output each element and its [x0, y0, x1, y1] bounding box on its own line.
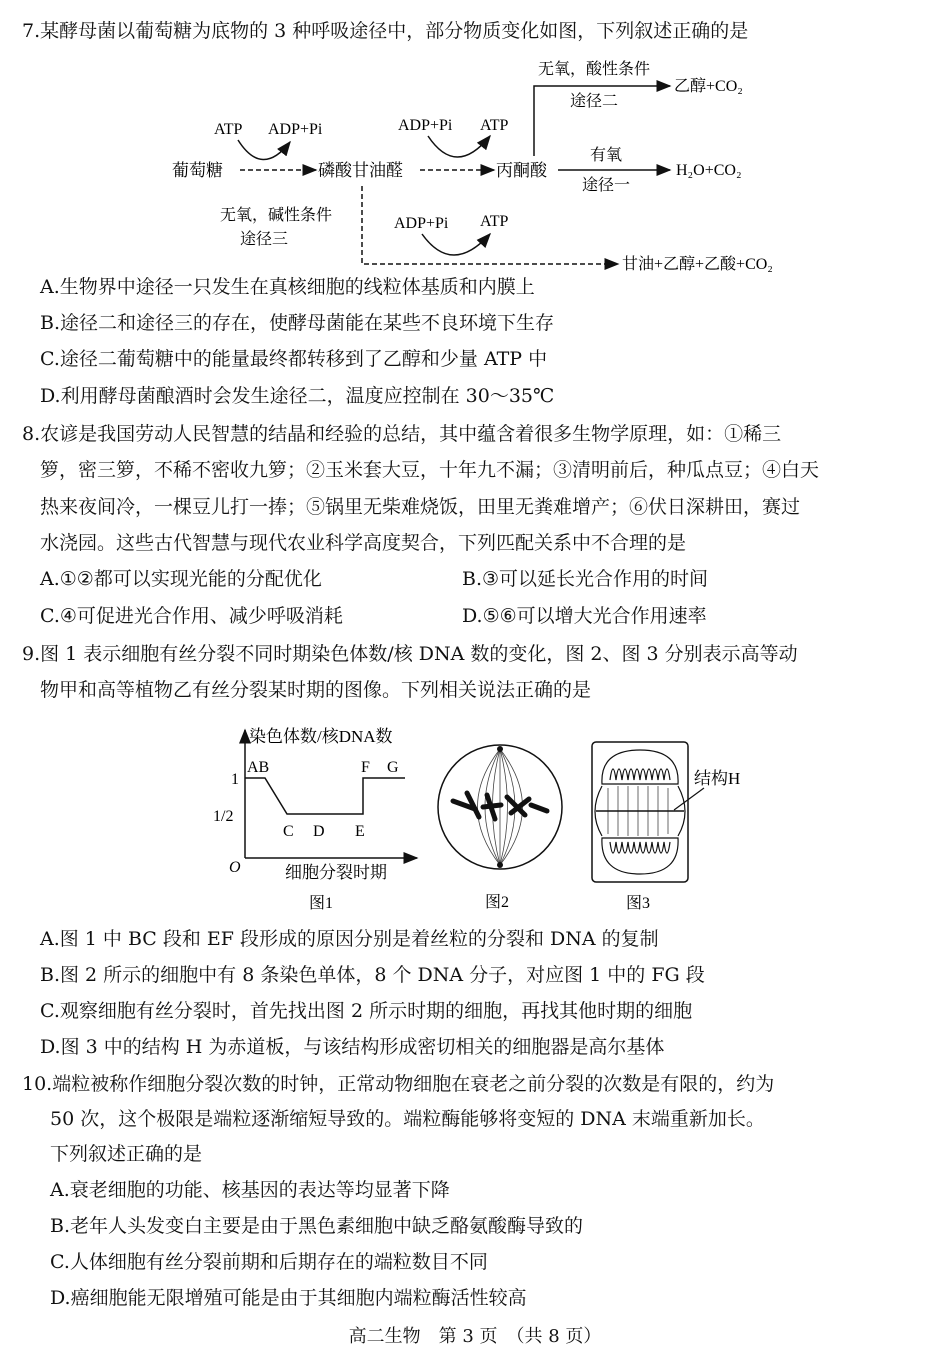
q10-stem-line1: 10.端粒被称作细胞分裂次数的时钟，正常动物细胞在衰老之前分裂的次数是有限的，约为 — [22, 1073, 775, 1095]
q10-stem-line2: 50 次，这个极限是端粒逐渐缩短导致的。端粒酶能够将变短的 DNA 末端重新加长。 — [50, 1108, 765, 1130]
fig2-caption: 图2 — [485, 894, 510, 911]
fig1-pt-f: F — [361, 759, 370, 776]
fig3-caption: 图3 — [626, 895, 651, 912]
q9-stem-line1: 9.图 1 表示细胞有丝分裂不同时期染色体数/核 DNA 数的变化，图 2、图 3 分别表示高等动 — [22, 643, 798, 665]
fig1-pt-d: D — [313, 823, 325, 840]
adp-label-2: ADP+Pi — [398, 117, 453, 134]
q8-stem-line2: 箩，密三箩，不稀不密收九箩；②玉米套大豆，十年九不漏；③清明前后，种瓜点豆；④白天 — [40, 459, 820, 481]
q10-option-a: A.衰老细胞的功能、核基因的表达等均显著下降 — [50, 1179, 450, 1201]
fig1-xlabel: 细胞分裂时期 — [285, 863, 387, 882]
q8-stem-line3: 热来夜间冷，一棵豆儿打一捧；⑤锅里无柴难烧饭，田里无粪难增产；⑥伏日深耕田，赛过 — [40, 496, 801, 518]
glucose-label: 葡萄糖 — [172, 161, 223, 180]
fig3-pointer — [674, 788, 704, 810]
fig1-pt-g: G — [387, 759, 399, 776]
pyruvate-label: 丙酮酸 — [496, 161, 547, 180]
q9-option-b: B.图 2 所示的细胞中有 8 条染色单体，8 个 DNA 分子，对应图 1 中的 FG 段 — [40, 964, 705, 986]
fig1-pt-e: E — [355, 823, 365, 840]
q8-option-d: D.⑤⑥可以增大光合作用速率 — [462, 605, 707, 627]
q9-option-d: D.图 3 中的结构 H 为赤道板，与该结构形成密切相关的细胞器是高尔基体 — [40, 1036, 665, 1058]
fig1-origin: O — [229, 859, 241, 876]
q10-option-d: D.癌细胞能无限增殖可能是由于其细胞内端粒酶活性较高 — [50, 1287, 527, 1309]
fig1-pt-c: C — [283, 823, 294, 840]
q8-option-a: A.①②都可以实现光能的分配优化 — [40, 568, 322, 590]
route1-condition: 有氧 — [590, 147, 623, 164]
q7-option-a: A.生物界中途径一只发生在真核细胞的线粒体基质和内膜上 — [40, 276, 535, 298]
q7-option-b: B.途径二和途径三的存在，使酵母菌能在某些不良环境下生存 — [40, 312, 555, 334]
atp-consume-curve — [238, 140, 290, 160]
q9-fig1-graph — [205, 720, 425, 915]
q10-option-c: C.人体细胞有丝分裂前期和后期存在的端粒数目不同 — [50, 1251, 488, 1273]
route2-name: 途径二 — [570, 93, 619, 110]
atp-label-3: ATP — [480, 213, 509, 230]
route3-name: 途径三 — [240, 231, 289, 248]
route2-condition: 无氧，酸性条件 — [538, 61, 651, 78]
q9-stem-line2: 物甲和高等植物乙有丝分裂某时期的图像。下列相关说法正确的是 — [40, 679, 592, 701]
q9-fig2-animal-cell — [435, 735, 565, 915]
fig1-ylabel: 染色体数/核DNA数 — [249, 727, 393, 746]
atp-label-2: ATP — [480, 117, 509, 134]
q7-respiration-diagram — [150, 50, 790, 275]
q8-stem-line1: 8.农谚是我国劳动人民智慧的结晶和经验的总结，其中蕴含着很多生物学原理，如：①稀三 — [22, 423, 782, 445]
route1-product: H₂O+CO₂ — [676, 162, 742, 179]
q9-option-a: A.图 1 中 BC 段和 EF 段形成的原因分别是着丝粒的分裂和 DNA 的复制 — [40, 928, 659, 950]
fig1-caption: 图1 — [309, 895, 334, 912]
route1-name: 途径一 — [582, 177, 631, 194]
atp-label-1: ATP — [214, 121, 243, 138]
g3p-label: 磷酸甘油醛 — [318, 161, 403, 180]
fig3-label: 结构H — [694, 769, 741, 788]
q7-option-c: C.途径二葡萄糖中的能量最终都转移到了乙醇和少量 ATP 中 — [40, 348, 548, 370]
q8-option-c: C.④可促进光合作用、减少呼吸消耗 — [40, 605, 343, 627]
q10-option-b: B.老年人头发变白主要是由于黑色素细胞中缺乏酪氨酸酶导致的 — [50, 1215, 584, 1237]
atp-produce-curve-3 — [422, 234, 490, 255]
fig1-curve — [245, 778, 405, 814]
fig1-yhalf: 1/2 — [213, 808, 234, 825]
q7-option-d: D.利用酵母菌酿酒时会发生途径二，温度应控制在 30～35℃ — [40, 385, 555, 407]
fig1-y1: 1 — [231, 771, 239, 788]
route2-product: 乙醇+CO₂ — [674, 78, 743, 95]
adp-label-1: ADP+Pi — [268, 121, 323, 138]
q9-option-c: C.观察细胞有丝分裂时，首先找出图 2 所示时期的细胞，再找其他时期的细胞 — [40, 1000, 693, 1022]
q7-stem: 7.某酵母菌以葡萄糖为底物的 3 种呼吸途径中，部分物质变化如图，下列叙述正确的是 — [22, 20, 749, 42]
fig1-pt-ab: AB — [247, 759, 270, 776]
atp-produce-curve-2 — [428, 136, 490, 157]
adp-label-3: ADP+Pi — [394, 215, 449, 232]
route3-product: 甘油+乙醇+乙酸+CO₂ — [622, 256, 773, 273]
route3-condition: 无氧，碱性条件 — [220, 207, 333, 224]
q10-stem-line3: 下列叙述正确的是 — [50, 1143, 203, 1165]
page-footer: 高二生物 第 3 页 （共 8 页） — [348, 1326, 602, 1347]
q9-fig3-plant-cell — [590, 738, 790, 916]
q8-stem-line4: 水浇园。这些古代智慧与现代农业科学高度契合，下列匹配关系中不合理的是 — [40, 532, 687, 554]
q8-option-b: B.③可以延长光合作用的时间 — [462, 568, 709, 590]
